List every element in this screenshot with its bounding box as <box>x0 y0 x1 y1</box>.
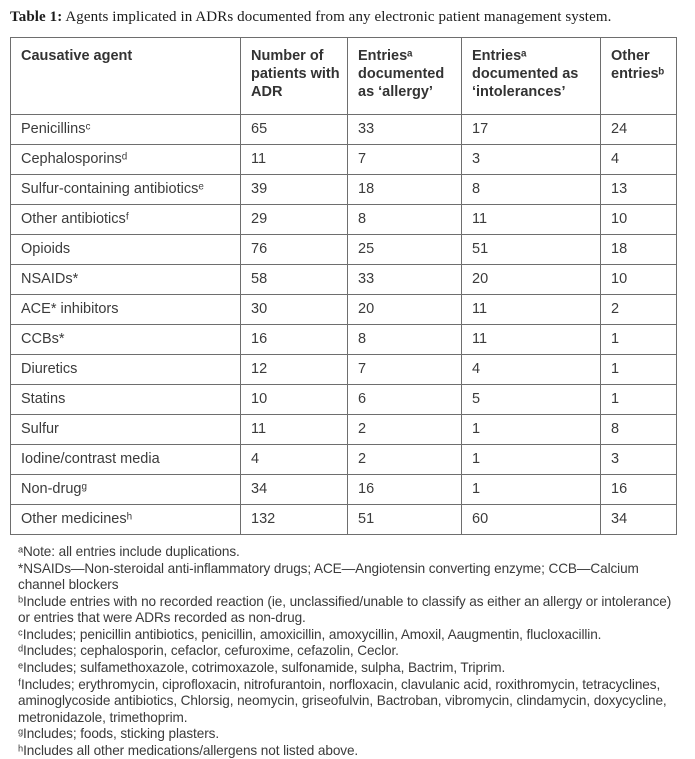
footnote-f: ᶠIncludes; erythromycin, ciprofloxacin, nitrofurantoin, norfloxacin, clavulanic acid, roxithromycin, tetracyclines, aminoglycoside antibiotics, Chlorsig, neomycin, griseofulvin, Bactroban, vibromycin, clindamycin, doxycycline, metronidazole, trimethoprim. <box>18 676 667 725</box>
cell-intolerances: 5 <box>462 385 601 415</box>
footnote-h: ʰIncludes all other medications/allergens not listed above. <box>18 742 359 758</box>
cell-agent: ACE* inhibitors <box>11 295 241 325</box>
table-row <box>11 385 677 415</box>
table-caption-text: Agents implicated in ADRs documented from any electronic patient management system. <box>62 9 612 25</box>
cell-other: 10 <box>601 205 677 235</box>
table-caption-label: Table 1: <box>10 9 63 25</box>
cell-allergy: 2 <box>348 415 462 445</box>
cell-patients: 132 <box>241 505 348 535</box>
cell-agent: Penicillinsᶜ <box>11 115 241 145</box>
cell-intolerances: 11 <box>462 295 601 325</box>
cell-agent: CCBs* <box>11 325 241 355</box>
cell-intolerances: 17 <box>462 115 601 145</box>
cell-agent: Other antibioticsᶠ <box>11 205 241 235</box>
cell-patients: 11 <box>241 145 348 175</box>
cell-other: 3 <box>601 445 677 475</box>
cell-allergy: 33 <box>348 265 462 295</box>
cell-intolerances: 1 <box>462 475 601 505</box>
cell-patients: 39 <box>241 175 348 205</box>
table-header-row <box>11 38 677 115</box>
cell-other: 10 <box>601 265 677 295</box>
footnote-e: ᵉIncludes; sulfamethoxazole, cotrimoxazole, sulfonamide, sulpha, Bactrim, Triprim. <box>18 659 506 675</box>
cell-patients: 10 <box>241 385 348 415</box>
table-row <box>11 175 677 205</box>
cell-other: 4 <box>601 145 677 175</box>
cell-intolerances: 11 <box>462 205 601 235</box>
column-header-other: Other entriesᵇ <box>601 38 677 115</box>
cell-agent: Non-drugᵍ <box>11 475 241 505</box>
cell-allergy: 25 <box>348 235 462 265</box>
cell-intolerances: 1 <box>462 415 601 445</box>
cell-patients: 34 <box>241 475 348 505</box>
cell-allergy: 16 <box>348 475 462 505</box>
cell-allergy: 33 <box>348 115 462 145</box>
table-row <box>11 415 677 445</box>
cell-intolerances: 51 <box>462 235 601 265</box>
cell-patients: 65 <box>241 115 348 145</box>
cell-agent: Sulfur <box>11 415 241 445</box>
cell-allergy: 7 <box>348 145 462 175</box>
adr-table <box>10 37 677 535</box>
cell-agent: Sulfur-containing antibioticsᵉ <box>11 175 241 205</box>
table-row <box>11 445 677 475</box>
cell-other: 34 <box>601 505 677 535</box>
cell-allergy: 18 <box>348 175 462 205</box>
cell-patients: 12 <box>241 355 348 385</box>
cell-agent: NSAIDs* <box>11 265 241 295</box>
cell-intolerances: 1 <box>462 445 601 475</box>
footnote-asterisk: *NSAIDs—Non-steroidal anti-inflammatory drugs; ACE—Angiotensin converting enzyme; CCB—Calcium channel blockers <box>18 560 639 593</box>
footnote-c: ᶜIncludes; penicillin antibiotics, penicillin, amoxicillin, amoxycillin, Amoxil, Aaugmentin, flucloxacillin. <box>18 626 602 642</box>
cell-agent: Cephalosporinsᵈ <box>11 145 241 175</box>
cell-other: 1 <box>601 355 677 385</box>
cell-other: 13 <box>601 175 677 205</box>
table-row <box>11 265 677 295</box>
cell-patients: 4 <box>241 445 348 475</box>
cell-patients: 58 <box>241 265 348 295</box>
cell-intolerances: 11 <box>462 325 601 355</box>
cell-other: 16 <box>601 475 677 505</box>
cell-allergy: 8 <box>348 325 462 355</box>
column-header-causative-agent: Causative agent <box>11 38 241 115</box>
cell-agent: Diuretics <box>11 355 241 385</box>
column-header-allergy: Entriesᵃ documented as ‘allergy’ <box>348 38 462 115</box>
column-header-intolerances: Entriesᵃ documented as ‘intolerances’ <box>462 38 601 115</box>
cell-other: 18 <box>601 235 677 265</box>
cell-allergy: 2 <box>348 445 462 475</box>
table-row <box>11 355 677 385</box>
footnote-g: ᵍIncludes; foods, sticking plasters. <box>18 726 219 742</box>
cell-agent: Other medicinesʰ <box>11 505 241 535</box>
cell-allergy: 7 <box>348 355 462 385</box>
cell-agent: Opioids <box>11 235 241 265</box>
table-row <box>11 325 677 355</box>
cell-allergy: 20 <box>348 295 462 325</box>
cell-intolerances: 8 <box>462 175 601 205</box>
cell-other: 8 <box>601 415 677 445</box>
table-row <box>11 475 677 505</box>
cell-intolerances: 20 <box>462 265 601 295</box>
footnote-a: ᵃNote: all entries include duplications. <box>18 544 240 560</box>
table-row <box>11 205 677 235</box>
cell-patients: 30 <box>241 295 348 325</box>
table-row <box>11 235 677 265</box>
cell-patients: 16 <box>241 325 348 355</box>
cell-other: 2 <box>601 295 677 325</box>
cell-agent: Iodine/contrast media <box>11 445 241 475</box>
cell-agent: Statins <box>11 385 241 415</box>
cell-other: 1 <box>601 325 677 355</box>
cell-other: 1 <box>601 385 677 415</box>
cell-allergy: 6 <box>348 385 462 415</box>
cell-other: 24 <box>601 115 677 145</box>
table-row <box>11 295 677 325</box>
cell-patients: 29 <box>241 205 348 235</box>
cell-intolerances: 60 <box>462 505 601 535</box>
cell-patients: 11 <box>241 415 348 445</box>
footnote-d: ᵈIncludes; cephalosporin, cefaclor, cefuroxime, cefazolin, Ceclor. <box>18 643 399 659</box>
cell-allergy: 8 <box>348 205 462 235</box>
cell-allergy: 51 <box>348 505 462 535</box>
column-header-patients: Number of patients with ADR <box>241 38 348 115</box>
table-row <box>11 505 677 535</box>
footnotes <box>18 544 678 759</box>
cell-patients: 76 <box>241 235 348 265</box>
cell-intolerances: 4 <box>462 355 601 385</box>
table-caption <box>10 9 686 26</box>
cell-intolerances: 3 <box>462 145 601 175</box>
table-row <box>11 115 677 145</box>
footnote-b: ᵇInclude entries with no recorded reaction (ie, unclassified/unable to classify as either an allergy or intolerance) or entries that were ADRs recorded as non-drug. <box>18 593 672 626</box>
table-row <box>11 145 677 175</box>
